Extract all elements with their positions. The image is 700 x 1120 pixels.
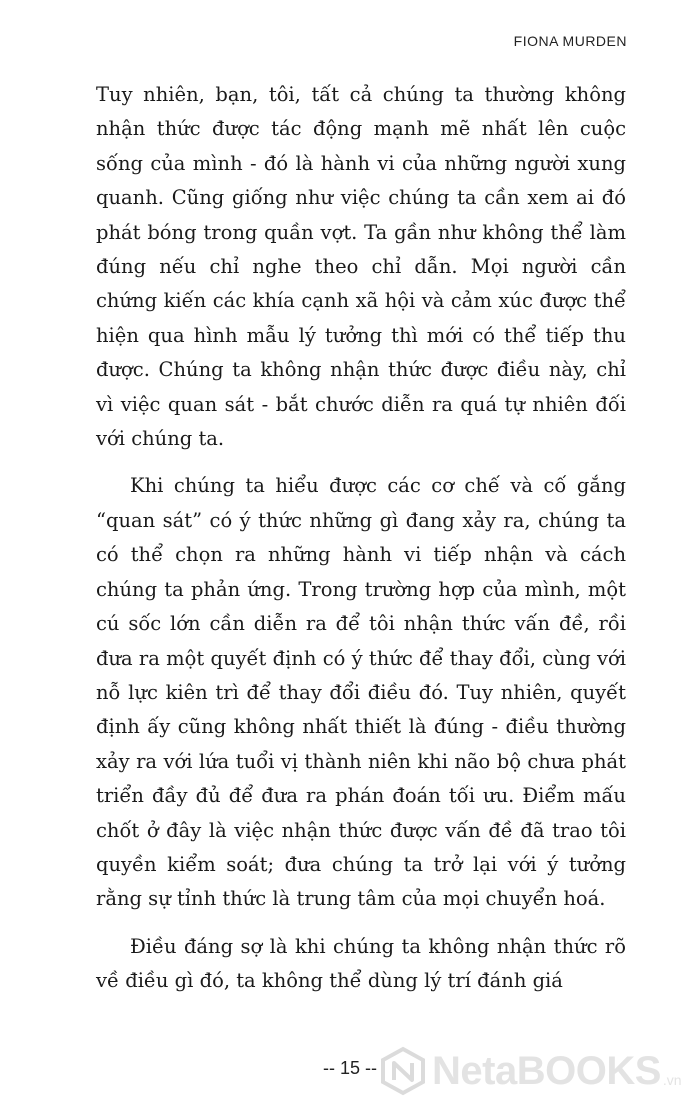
page-number: -- 15 --: [323, 1058, 377, 1078]
paragraph-2: Khi chúng ta hiểu được các cơ chế và cố gắng “quan sát” có ý thức những gì đang xảy ra, chúng ta có thể chọn ra những hành vi tiếp nhận và cách chúng ta phản ứng. Trong trường hợp của mình, một cú sốc lớn cần diễn ra để tôi nhận thức vấn đề, rồi đưa ra một quyết định có ý thức để thay đổi, cùng với nỗ lực kiên trì để thay đổi điều đó. Tuy nhiên, quyết định ấy cũng không nhất thiết là đúng - điều thường xảy ra với lứa tuổi vị thành niên khi não bộ chưa phát triển đầy đủ để đưa ra phán đoán tối ưu. Điểm mấu chốt ở đây là việc nhận thức được vấn đề đã trao tôi quyền kiểm soát; đưa chúng ta trở lại với ý tưởng rằng sự tỉnh thức là trung tâm của mọi chuyển hoá.: [96, 474, 626, 911]
watermark-suffix: .vn: [662, 1072, 682, 1088]
netabooks-logo-icon: [378, 1046, 428, 1096]
body-text: [96, 78, 626, 1012]
paragraph-1: Tuy nhiên, bạn, tôi, tất cả chúng ta thường không nhận thức được tác động mạnh mẽ nhất lên cuộc sống của mình - đó là hành vi của những người xung quanh. Cũng giống như việc chúng ta cần xem ai đó phát bóng trong quần vợt. Ta gần như không thể làm đúng nếu chỉ nghe theo chỉ dẫn. Mọi người cần chứng kiến các khía cạnh xã hội và cảm xúc được thể hiện qua hình mẫu lý tưởng thì mới có thể tiếp thu được. Chúng ta không nhận thức được điều này, chỉ vì việc quan sát - bắt chước diễn ra quá tự nhiên đối với chúng ta.: [96, 83, 626, 451]
running-header-author: FIONA MURDEN: [513, 33, 627, 49]
paragraph-3: Điều đáng sợ là khi chúng ta không nhận thức rõ về điều gì đó, ta không thể dùng lý trí đánh giá: [96, 934, 626, 993]
watermark: [378, 1046, 682, 1096]
watermark-brand: NetaBOOKS: [432, 1049, 661, 1093]
